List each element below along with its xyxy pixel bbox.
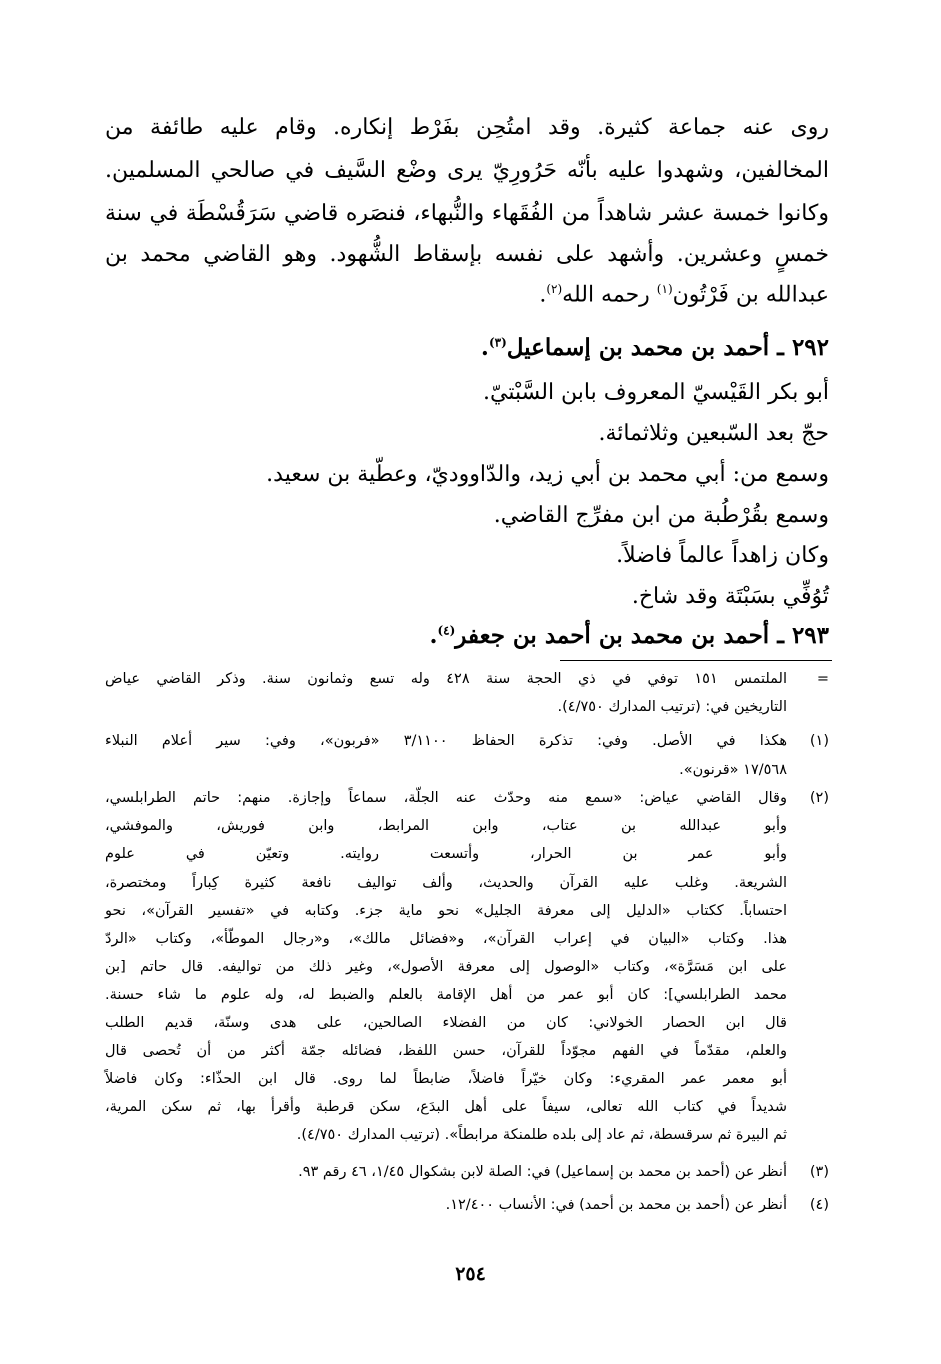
footnote-text: على ابن مَسَرَّة»، وكتاب «الوصول إلى معرفة الأصول»، وغير ذلك من تواليفه. قال حاتم [بن: [105, 959, 787, 975]
entry-line: وكان زاهداً عالماً فاضلاً.: [616, 543, 829, 568]
body-line: خمسٍ وعشرين. وأشهد على نفسه بإسقاط الشُّهود. وهو القاضي محمد بن: [105, 242, 829, 267]
entry-end: .: [480, 334, 489, 361]
body-text: عبدالله بن فَرْتُون: [672, 282, 829, 308]
body-line: وكانوا خمسة عشر شاهداً من الفُقَهاء والنُّبهاء، فنصَره قاضي سَرَقُسْطَة في سنة: [105, 201, 829, 226]
footnote-ref[interactable]: (٣): [488, 335, 507, 350]
entry-line: وسمع بقُرْطُبة من ابن مفرِّج القاضي.: [493, 503, 829, 528]
footnote-text: وأبو عمر بن الحرار، وأتسعت روايته. وتعيّن في علوم: [105, 846, 787, 862]
footnote-text: الشريعة. وغلب عليه القرآن والحديث، وألف تواليف نافعة كثيرة كِباراً ومختصرة،: [105, 875, 787, 891]
footnote-text: محمد الطرابلسي]: كان أبو عمر من أهل الإقامة بالعلم والضبط له، وله علوم ما شاء حسنة.: [105, 987, 787, 1003]
footnote-text: قال ابن الحصار الخولاني: كان من الفضلاء الصالحين، على هدى وسنّة، قديم الطلب: [105, 1015, 787, 1031]
footnote-text: احتساباً. ككتاب «الدليل إلى معرفة الجليل» نحو ماية جزء. وكتابه في «تفسير القرآن»، نحو: [105, 903, 787, 919]
body-last-line: [539, 283, 829, 306]
footnote-text: أنظر عن (أحمد بن محمد بن أحمد) في: الأنساب ١٢/٤٠٠.: [445, 1197, 787, 1213]
entry-end: .: [429, 622, 438, 649]
footnote-marker: (٣): [809, 1164, 829, 1180]
footnote-ref[interactable]: (١): [656, 282, 673, 296]
footnote-text: ثم البيرة ثم سرقسطة، ثم عاد إلى بلده طلمنكة مرابطاً». (ترتيب المدارك ٤/٧٥٠).: [296, 1127, 787, 1143]
footnote-text: وقال القاضي عياض: «سمع منه وحدّث عنه الجلّة، سماعاً وإجازة. منهم: حاتم الطرابلسي،: [105, 790, 787, 806]
footnote-separator: [560, 660, 832, 661]
footnote-text: والعلم، مقدّماً في الفهم مجوّداً للقرآن، حسن اللفظ، فضائله جمّة أكثر من أن تُحصى قال: [105, 1043, 787, 1059]
entry-line: أبو بكر القَيْسيّ المعروف بابن السَّبْتيّ.: [483, 380, 829, 405]
footnote-marker: =: [816, 671, 829, 687]
body-line: روى عنه جماعة كثيرة. وقد امتُحِن بفَرْط إنكاره. وقام عليه طائفة من: [105, 115, 829, 140]
footnote-text: التاريخين في: (ترتيب المدارك ٤/٧٥٠).: [557, 699, 787, 715]
footnote-marker: (١): [809, 733, 829, 749]
entry-title: ٢٩٣ ـ أحمد بن محمد بن أحمد بن جعفر: [455, 622, 829, 649]
entry-line: حجّ بعد السّبعين وثلاثمائة.: [598, 421, 829, 446]
entry-heading-292: [481, 336, 829, 359]
entry-line: وسمع من: أبي محمد بن أبي زيد، والدّاووديّ، وعطّية بن سعيد.: [266, 462, 829, 487]
footnote-text: أنظر عن (أحمد بن محمد بن إسماعيل) في: الصلة لابن بشكوال ١/٤٥، ٤٦ رقم ٩٣.: [298, 1164, 787, 1180]
footnote-text: شديداً في كتاب الله تعالى، سيفاً على أهل البدَع، سكن قرطبة وأقرأ بها، ثم سكن المرية،: [105, 1099, 787, 1115]
body-line: المخالفين، وشهدوا عليه بأنّه حَرُورِيّ يرى وضْع السَّيف في صالحي المسلمين.: [105, 158, 829, 183]
footnote-text: أبو معمر عمر المقريء: وكان خيّراً فاضلاً، ضابطاً لما روى. قال ابن الحذّاء: وكان فاضلاً: [105, 1071, 787, 1087]
footnote-marker: (٢): [809, 790, 829, 806]
page-number: ٢٥٤: [455, 1263, 486, 1285]
footnote-ref[interactable]: (٢): [546, 282, 563, 296]
footnote-text: الملتمس ١٥١ توفي في ذي الحجة سنة ٤٢٨ وله تسع وثمانون سنة. وذكر القاضي عياض: [105, 671, 787, 687]
footnote-text: هذا. وكتاب «البيان في إعراب القرآن»، و«فضائل مالك»، و«رجال الموطّأ»، وكتاب «الردّ: [105, 931, 787, 947]
entry-title: ٢٩٢ ـ أحمد بن محمد بن إسماعيل: [506, 334, 829, 361]
entry-line: تُوُفِّي بسَبْتَة وقد شاخ.: [631, 584, 829, 609]
footnote-marker: (٤): [809, 1197, 829, 1213]
body-text: رحمه الله: [562, 282, 657, 308]
footnote-ref[interactable]: (٤): [437, 623, 456, 638]
footnote-text: هكذا في الأصل. وفي: تذكرة الحفاظ ٣/١١٠٠ «فربون»، وفي: سير أعلام النبلاء: [105, 733, 788, 749]
footnote-text: ١٧/٥٦٨ «قرنون».: [679, 762, 787, 778]
entry-heading-293: [429, 624, 829, 647]
body-text: .: [539, 282, 547, 308]
footnote-text: وأبو عبدالله بن عتاب، وابن المرابط، وابن فوريش، والموفشي،: [105, 818, 787, 834]
